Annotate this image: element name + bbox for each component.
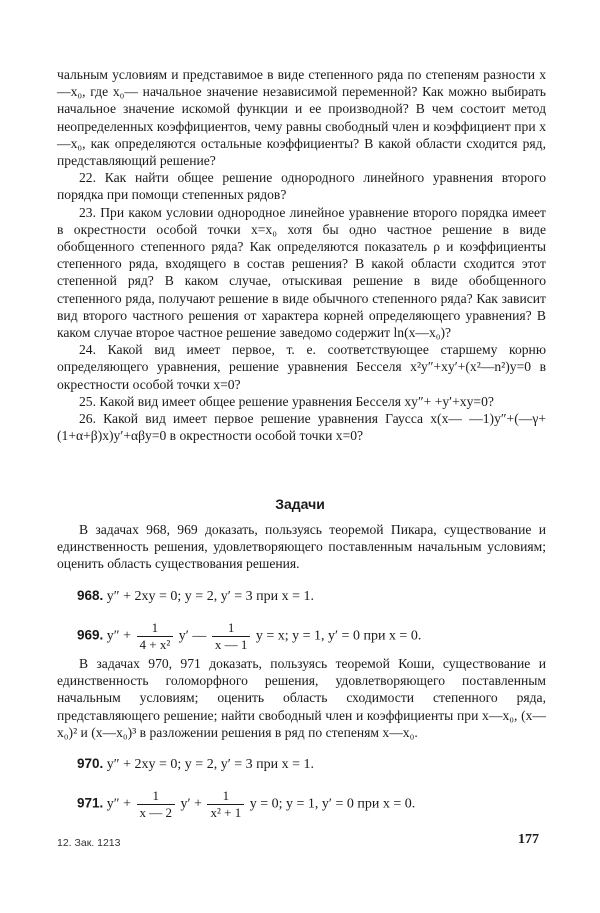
numerator: 1 <box>212 620 251 637</box>
numerator: 1 <box>137 788 176 805</box>
equation-lead: y″ + <box>106 628 132 644</box>
denominator: x — 2 <box>139 805 173 821</box>
equation-mid: y′ — <box>178 628 207 644</box>
fraction <box>212 620 251 653</box>
question-24: 24. Какой вид имеет первое, т. е. соответствующее старшему корню определяющего уравнения, решение уравнения Бесселя x²y″+xy′+(x²—n²)y=0 в окрестности особой точки x=0? <box>57 342 546 392</box>
problem-968 <box>77 587 546 606</box>
numerator: 1 <box>137 620 174 637</box>
problem-969 <box>77 620 546 653</box>
equation-tail: y = 0; y = 1, y′ = 0 при x = 0. <box>249 796 416 812</box>
fraction <box>137 788 176 821</box>
tasks-block <box>57 521 546 661</box>
problem-971 <box>77 788 546 821</box>
question-25: 25. Какой вид имеет общее решение уравнения Бесселя xy″+ +y′+xy=0? <box>79 393 494 409</box>
question-22: 22. Как найти общее решение однородного линейного уравнения второго порядка при помощи степенных рядов? <box>57 170 546 203</box>
equation-lead: y″ + <box>106 796 132 812</box>
problem-number: 971. <box>77 795 104 811</box>
problem-number: 969. <box>77 627 104 643</box>
paragraph-continuation: чальным условиям и представимое в виде степенного ряда по степеням разности x—x₀, где x₀— начальное значение независимой переменной? Как можно выбирать начальное значение искомой функции и ее производной? В чем состоит метод неопределенных коэффициентов, чему равны свободный член и коэффициент при x—x₀, как определяются остальные коэффициенты? В какой области сходится ряд, представляющий решение? <box>57 67 546 169</box>
equation-text: y″ + 2xy = 0; y = 2, y′ = 3 при x = 1. <box>106 757 315 773</box>
denominator: x — 1 <box>214 636 248 652</box>
denominator: 4 + x² <box>139 636 171 652</box>
section-title: Задачи <box>275 496 325 512</box>
fraction <box>137 620 174 653</box>
print-signature: 12. Зак. 1213 <box>57 837 121 849</box>
equation-tail: y = x; y = 1, y′ = 0 при x = 0. <box>255 628 422 644</box>
question-23: 23. При каком условии однородное линейное уравнение второго порядка имеет в окрестности особой точки x=x₀ хотя бы одно частное решение в виде обобщенного степенного ряда? Как определяются показатель ρ и коэффициенты степенного ряда, входящего в состав решения? В какой области сходится этот степенной ряд? В каком случае, отыскивая решение в виде обобщенного степенного ряда, получают решение в виде обычного степенного ряда? Как зависит вид второго частного решения от характера корней определяющего уравнения? В каком случае второе частное решение заведомо содержит ln(x—x₀)? <box>57 204 546 341</box>
denominator: x² + 1 <box>210 805 242 821</box>
questions-block <box>57 66 546 444</box>
tasks-intro-968-969: В задачах 968, 969 доказать, пользуясь теоремой Пикара, существование и единственность решения, удовлетворяющего поставленным начальным условиям; оценить область существования решения. <box>57 522 546 572</box>
question-26: 26. Какой вид имеет первое решение уравнения Гаусса x(x— —1)y″+(—γ+(1+α+β)x)y′+αβy=0 в окрестности особой точки x=0? <box>57 411 546 444</box>
equation-mid: y′ + <box>180 796 202 812</box>
problem-number: 970. <box>77 756 104 772</box>
fraction <box>207 788 244 821</box>
problem-970 <box>77 755 546 774</box>
tasks-block-2 <box>57 655 546 829</box>
equation-text: y″ + 2xy = 0; y = 2, y′ = 3 при x = 1. <box>106 588 315 604</box>
numerator: 1 <box>207 788 244 805</box>
page-number: 177 <box>518 832 539 847</box>
problem-number: 968. <box>77 587 104 603</box>
tasks-intro-970-971: В задачах 970, 971 доказать, пользуясь теоремой Коши, существование и единственность голоморфного решения, удовлетворяющего поставленным начальным условиям; оценить область сходимости степенного ряда, представляющего решение; найти свободный член и коэффициенты при x—x₀, (x—x₀)² и (x—x₀)³ в разложении решения в ряд по степеням x—x₀. <box>57 656 546 740</box>
